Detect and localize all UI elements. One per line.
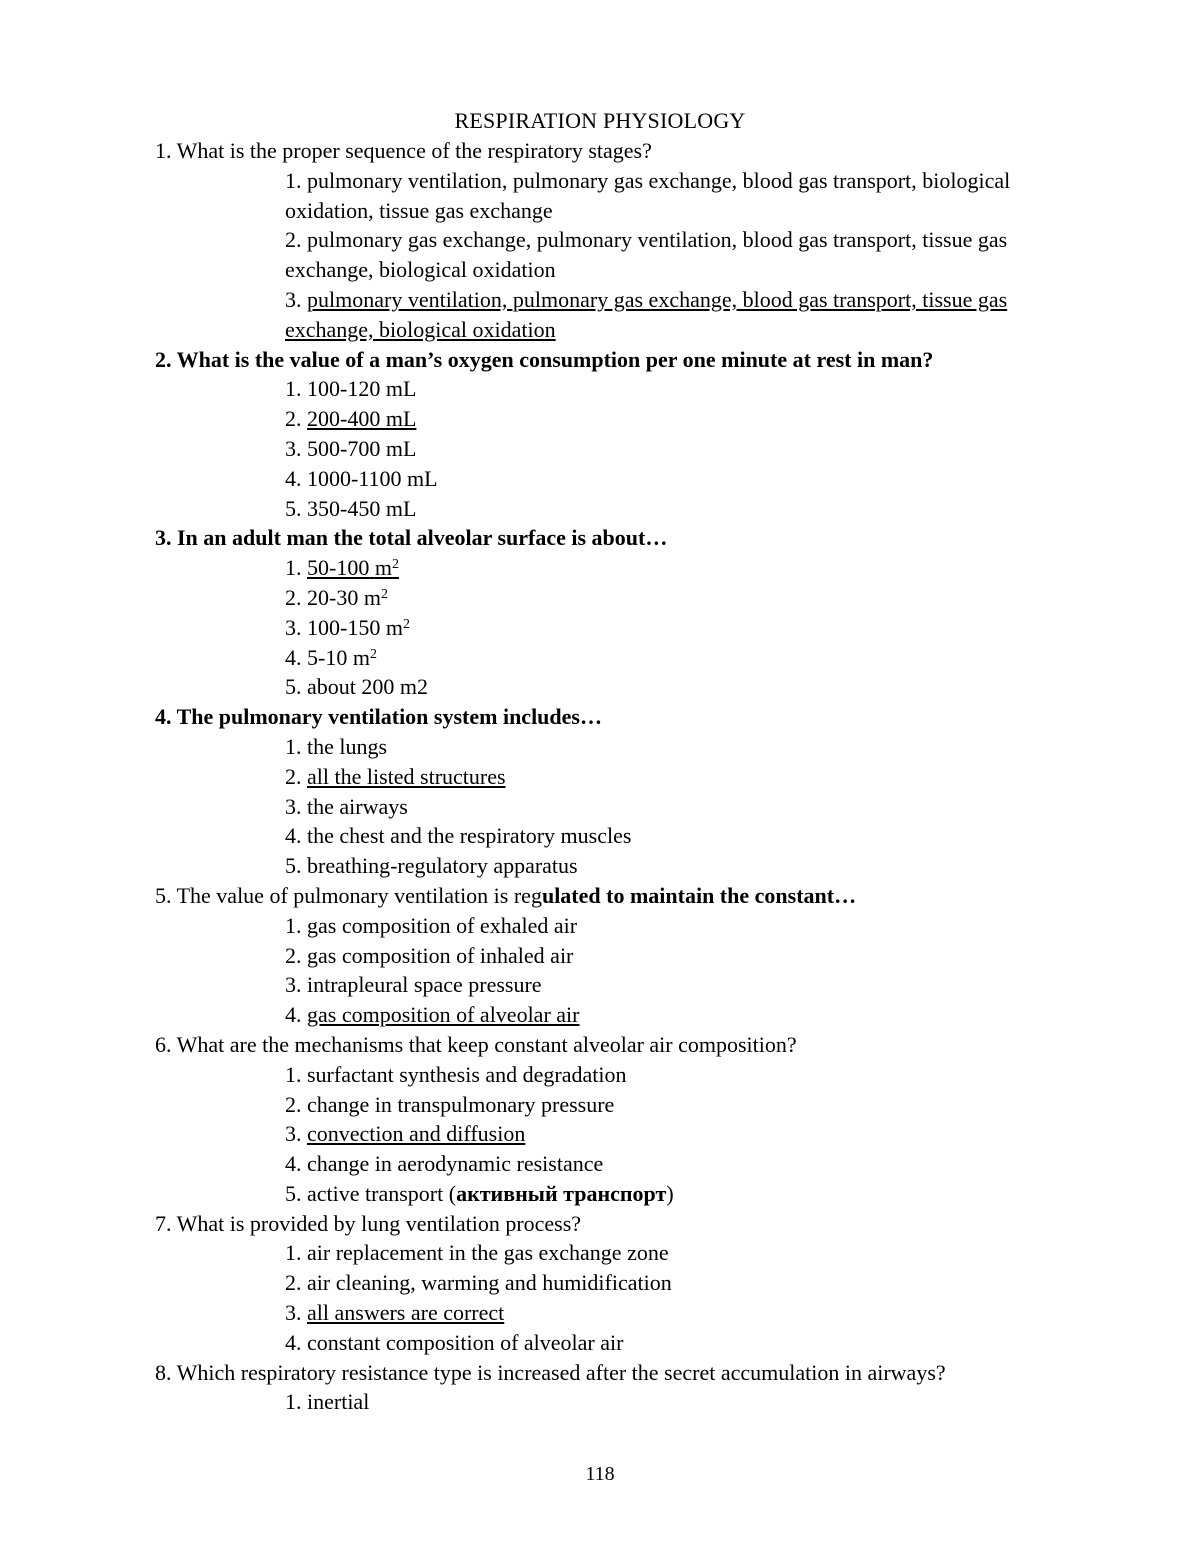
- question-5-text: 5. The value of pulmonary ventilation is regulated to maintain the constant…: [155, 882, 857, 908]
- question-2-option-2: 2. 200-400 mL: [285, 406, 417, 432]
- question-1-option-3: 3. pulmonary ventilation, pulmonary gas exchange, blood gas transport, tissue gas exchange, biological oxidation: [285, 286, 1008, 342]
- question-4: [155, 702, 1055, 881]
- question-3-text: 3. In an adult man the total alveolar surface is about…: [155, 525, 668, 551]
- question-1: [155, 136, 1055, 345]
- question-6: [155, 1030, 1055, 1209]
- question-2-option-5: 5. 350-450 mL: [285, 495, 417, 521]
- question-3: [155, 523, 1055, 702]
- question-3-option-4: 4. 5-10 $m^2$: [285, 644, 377, 670]
- question-4-text: 4. The pulmonary ventilation system includes…: [155, 704, 602, 730]
- question-2-option-3: 3. 500-700 mL: [285, 435, 417, 461]
- question-6-option-3: 3. convection and diffusion: [285, 1121, 526, 1147]
- correct-answer: 200-400 mL: [307, 406, 417, 432]
- question-6-option-5: 5. active transport (активный транспорт): [285, 1180, 674, 1206]
- question-7-option-3: 3. all answers are correct: [285, 1300, 505, 1326]
- question-3-option-3: 3. 100-150 $m^2$: [285, 614, 410, 640]
- question-2-option-1: 1. 100-120 mL: [285, 376, 417, 402]
- correct-answer: 50-100 $m^2$: [307, 555, 399, 581]
- question-5-option-3: 3. intrapleural space pressure: [285, 972, 542, 998]
- question-8-text: 8. Which respiratory resistance type is increased after the secret accumulation in airways?: [155, 1359, 946, 1385]
- question-8: [155, 1358, 1055, 1418]
- question-7-option-2: 2. air cleaning, warming and humidification: [285, 1270, 672, 1296]
- question-4-option-1: 1. the lungs: [285, 733, 388, 759]
- question-2-text: 2. What is the value of a man’s oxygen consumption per one minute at rest in man?: [155, 346, 934, 372]
- question-5-option-1: 1. gas composition of exhaled air: [285, 912, 578, 938]
- question-4-option-2: 2. all the listed structures: [285, 763, 506, 789]
- question-list: [155, 136, 1055, 1417]
- question-1-option-1: 1. pulmonary ventilation, pulmonary gas exchange, blood gas transport, biological oxidation, tissue gas exchange: [285, 167, 1011, 223]
- correct-answer: pulmonary ventilation, pulmonary gas exchange, blood gas transport, tissue gas exchange, biological oxidation: [285, 286, 1008, 342]
- question-4-option-5: 5. breathing-regulatory apparatus: [285, 853, 578, 879]
- question-6-option-1: 1. surfactant synthesis and degradation: [285, 1061, 627, 1087]
- question-4-option-4: 4. the chest and the respiratory muscles: [285, 823, 632, 849]
- question-6-option-4: 4. change in aerodynamic resistance: [285, 1151, 604, 1177]
- question-6-options: [155, 1060, 1055, 1209]
- question-4-option-3: 3. the airways: [285, 793, 408, 819]
- question-7-option-4: 4. constant composition of alveolar air: [285, 1329, 624, 1355]
- question-4-options: [155, 732, 1055, 881]
- question-7-text: 7. What is provided by lung ventilation process?: [155, 1210, 582, 1236]
- question-7-options: [155, 1238, 1055, 1357]
- question-3-option-2: 2. 20-30 $m^2$: [285, 584, 388, 610]
- question-2-option-4: 4. 1000-1100 mL: [285, 465, 438, 491]
- question-5: [155, 881, 1055, 1030]
- question-6-text: 6. What are the mechanisms that keep constant alveolar air composition?: [155, 1031, 797, 1057]
- question-1-options: [155, 166, 1055, 345]
- question-1-option-2: 2. pulmonary gas exchange, pulmonary ventilation, blood gas transport, tissue gas exchange, biological oxidation: [285, 227, 1008, 283]
- question-3-options: [155, 553, 1055, 702]
- correct-answer: gas composition of alveolar air: [307, 1002, 580, 1028]
- correct-answer: all the listed structures: [307, 763, 506, 789]
- question-2: [155, 345, 1055, 524]
- question-8-option-1: 1. inertial: [285, 1389, 370, 1415]
- question-3-option-1: 1. 50-100 $m^2$: [285, 555, 399, 581]
- question-6-option-2: 2. change in transpulmonary pressure: [285, 1091, 615, 1117]
- question-7: [155, 1209, 1055, 1358]
- question-2-options: [155, 374, 1055, 523]
- correct-answer: convection and diffusion: [307, 1121, 526, 1147]
- question-5-options: [155, 911, 1055, 1030]
- russian-term: активный транспорт: [456, 1180, 667, 1206]
- question-5-option-4: 4. gas composition of alveolar air: [285, 1002, 580, 1028]
- page-title: RESPIRATION PHYSIOLOGY: [454, 108, 746, 133]
- page-number: 118: [585, 1463, 615, 1485]
- question-1-text: 1. What is the proper sequence of the respiratory stages?: [155, 138, 652, 163]
- question-8-options: [155, 1387, 1055, 1417]
- question-3-option-5: 5. about 200 m2: [285, 674, 428, 700]
- question-5-option-2: 2. gas composition of inhaled air: [285, 942, 574, 968]
- correct-answer: all answers are correct: [307, 1300, 505, 1326]
- question-7-option-1: 1. air replacement in the gas exchange zone: [285, 1240, 669, 1266]
